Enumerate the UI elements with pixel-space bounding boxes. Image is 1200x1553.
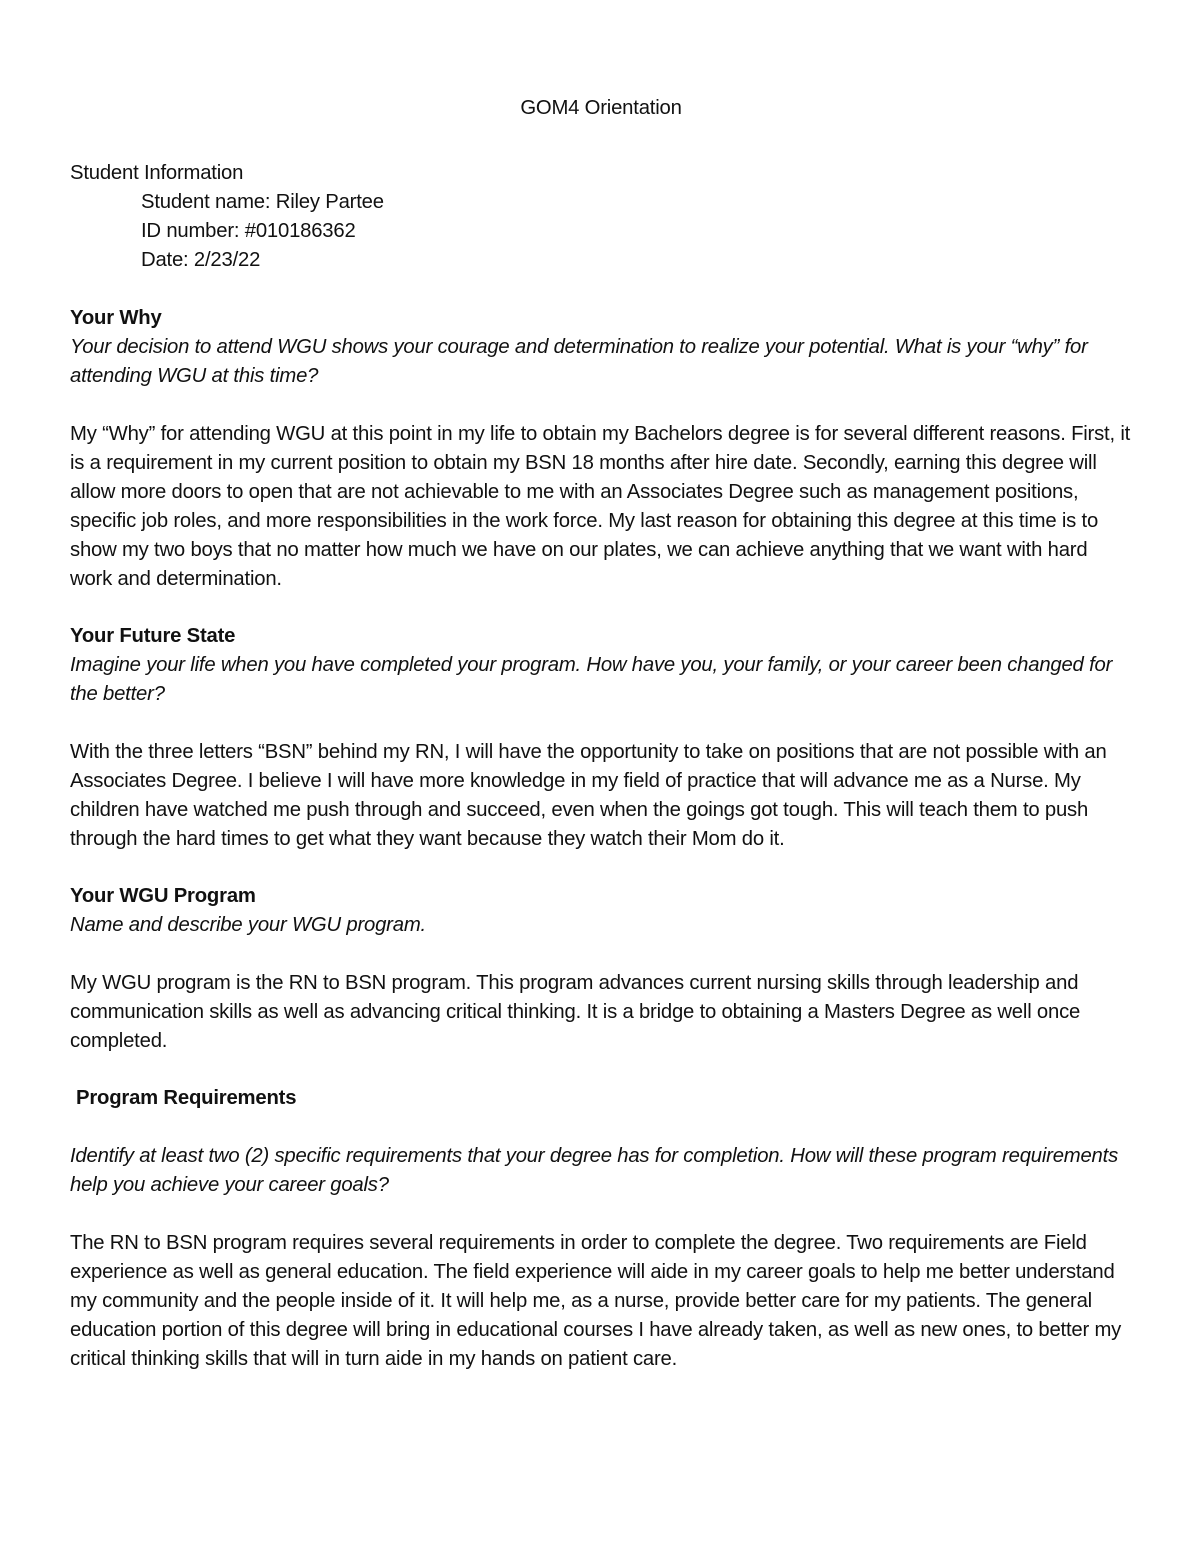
section-heading-future-state: Your Future State <box>70 625 236 647</box>
section-response-future-state: With the three letters “BSN” behind my RN, I will have the opportunity to take on positions that are not possible with an Associates Degree. I believe I will have more knowledge in my field of practice that will advance me as a Nurse. My children have watched me push through and succeed, even when the goings got tough. This will teach them to push through the hard times to get what they want because they watch their Mom do it. <box>70 741 1107 850</box>
section-prompt-wgu-program: Name and describe your WGU program. <box>70 914 426 936</box>
document-page <box>70 94 1132 1374</box>
section-heading-your-why: Your Why <box>70 307 162 329</box>
section-response-wgu-program: My WGU program is the RN to BSN program. This program advances current nursing skills through leadership and communication skills as well as advancing critical thinking. It is a bridge to obtaining a Masters Degree as well once completed. <box>70 972 1081 1052</box>
section-prompt-future-state: Imagine your life when you have completed your program. How have you, your family, or your career been changed for the better? <box>70 654 1113 705</box>
section-prompt-program-requirements: Identify at least two (2) specific requirements that your degree has for completion. How will these program requirements help you achieve your career goals? <box>70 1145 1119 1196</box>
section-response-your-why: My “Why” for attending WGU at this point in my life to obtain my Bachelors degree is for several different reasons. First, it is a requirement in my current position to obtain my BSN 18 months after hire date. Secondly, earning this degree will allow more doors to open that are not achievable to me with an Associates Degree such as management positions, specific job roles, and more responsibilities in the work force. My last reason for obtaining this degree at this time is to show my two boys that no matter how much we have on our plates, we can achieve anything that we want with hard work and determination. <box>70 423 1131 590</box>
section-heading-program-requirements: Program Requirements <box>76 1087 297 1109</box>
document-date: Date: 2/23/22 <box>141 249 261 271</box>
section-response-program-requirements: The RN to BSN program requires several requirements in order to complete the degree. Two requirements are Field experience as well as general education. The field experience will aide in my career goals to help me better understand my community and the people inside of it. It will help me, as a nurse, provide better care for my patients. The general education portion of this degree will bring in educational courses I have already taken, as well as new ones, to better my critical thinking skills that will in turn aide in my hands on patient care. <box>70 1232 1122 1370</box>
student-info-heading: Student Information <box>70 162 244 184</box>
section-prompt-your-why: Your decision to attend WGU shows your courage and determination to realize your potential. What is your “why” for attending WGU at this time? <box>70 336 1088 387</box>
student-id: ID number: #010186362 <box>141 220 356 242</box>
document-title: GOM4 Orientation <box>520 97 682 119</box>
section-heading-wgu-program: Your WGU Program <box>70 885 256 907</box>
student-name: Student name: Riley Partee <box>141 191 384 213</box>
